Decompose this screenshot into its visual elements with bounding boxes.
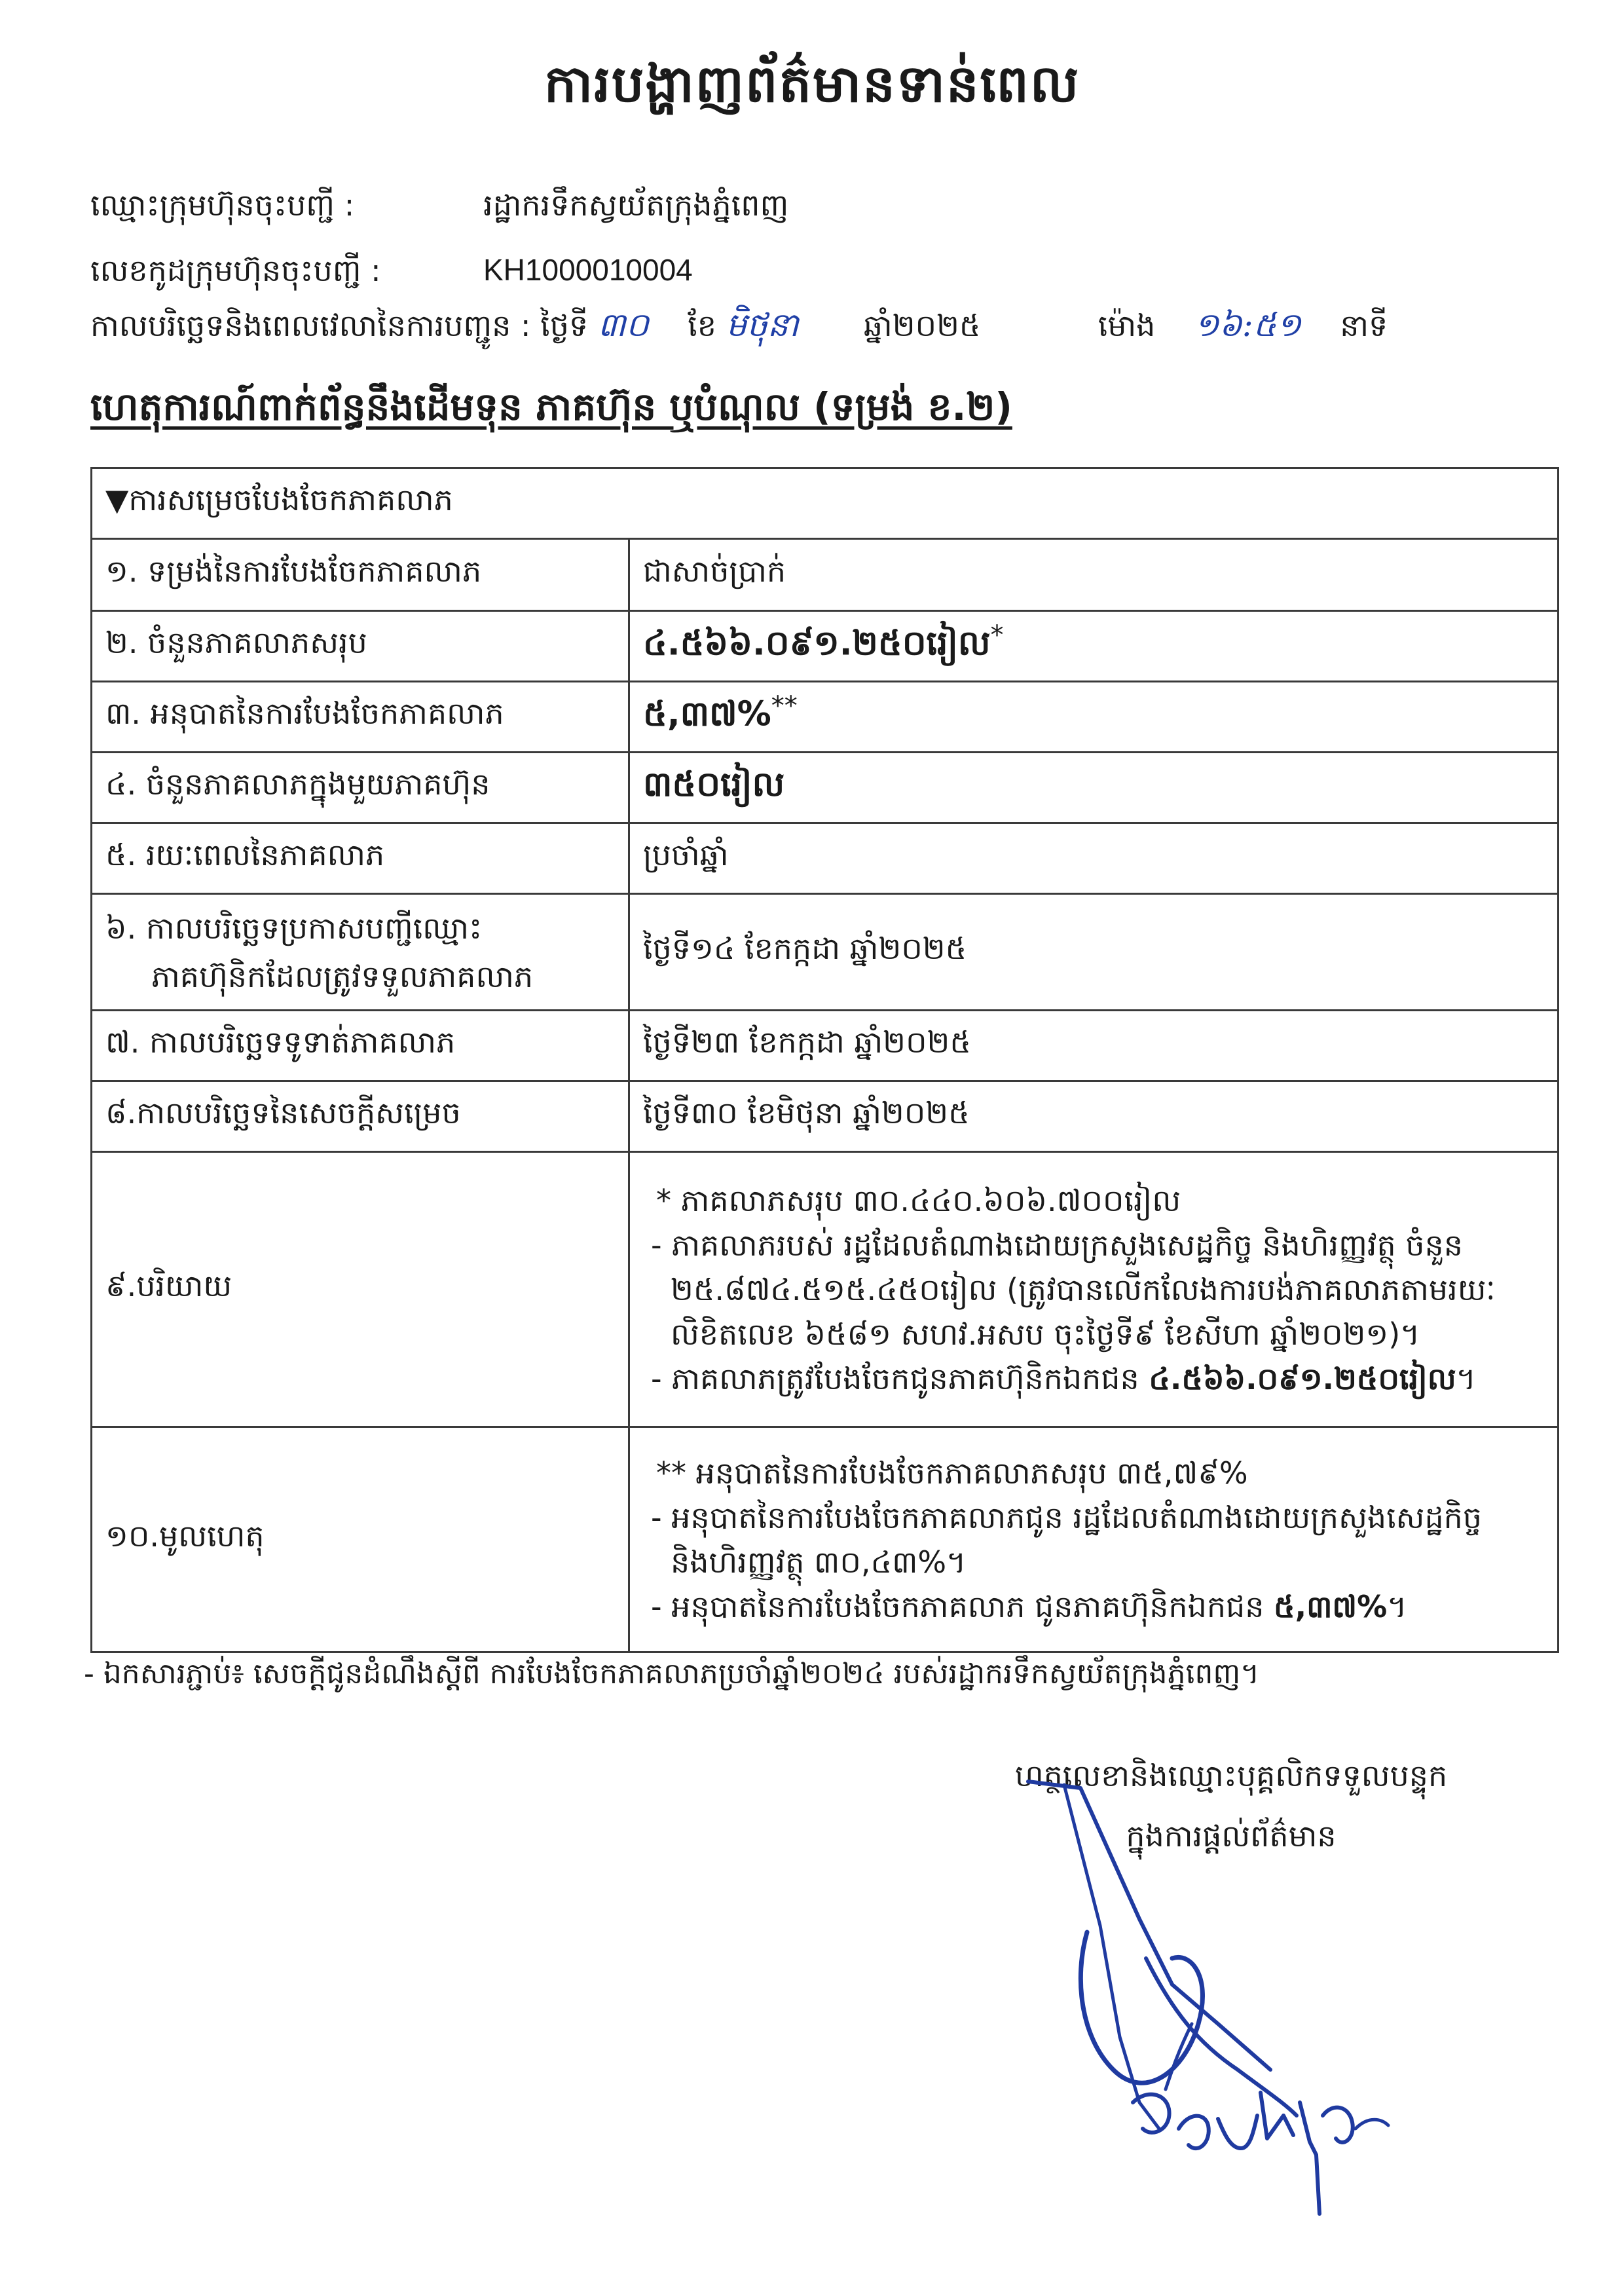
row-value: ថ្ងៃទី៣០ ខែមិថុនា ឆ្នាំ២០២៥: [629, 1081, 1559, 1152]
submission-month: មិថុនា: [726, 306, 799, 344]
row-label-line1: ៦. កាលបរិច្ឆេទប្រកាសបញ្ជីឈ្មោះ: [105, 910, 483, 946]
row-label: ៧. កាលបរិច្ឆេទទូទាត់ភាគលាភ: [92, 1011, 629, 1081]
explanation-cell: [629, 1152, 1559, 1427]
row-label: ១. ទម្រង់នៃការបែងចែកភាគលាភ: [92, 539, 629, 611]
company-code-label: លេខកូដក្រុមហ៊ុនចុះបញ្ជី :: [90, 253, 381, 288]
row-label: ៨.កាលបរិច្ឆេទនៃសេចក្តីសម្រេច: [92, 1081, 629, 1152]
row-value-cell: [629, 682, 1559, 753]
submission-row: [90, 305, 1388, 352]
company-code-value: KH1000010004: [483, 253, 693, 287]
explanation-line-text: - ភាគលាភត្រូវបែងចែកជូនភាគហ៊ុនិកឯកជន: [651, 1360, 1139, 1396]
submission-minute-label: នាទី: [1340, 308, 1388, 343]
form-subtitle: ហេតុការណ៍ពាក់ព័ន្ធនឹងដើមទុន ភាគហ៊ុន ឬបំណុល (ទម្រង់ ខ.២): [90, 384, 1012, 429]
submission-day: ៣០: [597, 306, 649, 344]
signature-text: ឈឿប: [1238, 2220, 1240, 2221]
reason-line-text: - អនុបាតនៃការបែងចែកភាគលាភ ជូនភាគហ៊ុនិកឯកជន: [651, 1588, 1264, 1624]
explanation-end: ។: [1456, 1360, 1476, 1396]
explanation-amount: ៤.៥៦៦.០៩១.២៥០រៀល: [1149, 1360, 1456, 1396]
table-row: [92, 894, 1559, 1011]
page-title: ការបង្ហាញព័ត៌មានទាន់ពេល: [544, 55, 1080, 114]
row-label: ៥. រយៈពេលនៃភាគលាភ: [92, 823, 629, 894]
row-label-line2: ភាគហ៊ុនិកដែលត្រូវទទួលភាគលាភ: [151, 958, 534, 994]
row-value: ថ្ងៃទី២៣ ខែកក្កដា ឆ្នាំ២០២៥: [629, 1011, 1559, 1081]
total-dividend-value: ៤.៥៦៦.០៩១.២៥០រៀល: [643, 624, 991, 663]
table-row: [92, 611, 1559, 682]
dividend-per-share-value: ៣៥០រៀល: [643, 764, 785, 804]
row-label-cell: [92, 894, 629, 1011]
row-value-cell: [629, 611, 1559, 682]
explanation-label: ៩.បរិយាយ: [92, 1152, 629, 1427]
table-row: [92, 1427, 1559, 1652]
reason-cell: [629, 1427, 1559, 1652]
table-row: [92, 682, 1559, 753]
dividend-table: [90, 467, 1559, 1653]
reason-line-last: [643, 1584, 1544, 1629]
explanation-line-last: [643, 1356, 1544, 1401]
section-header-row: [92, 468, 1559, 539]
submission-label: កាលបរិច្ឆេទនិងពេលវេលានៃការបញ្ជូន : ថ្ងៃទី: [90, 308, 589, 343]
attachment-note: - ឯកសារភ្ជាប់៖ សេចក្តីជូនដំណឹងស្តីពី ការបែងចែកភាគលាភប្រចាំឆ្នាំ២០២៤ របស់រដ្ឋាករទឹកស្វយ័តក្រុងភ្នំពេញ។: [84, 1657, 1260, 1690]
submission-time: ១៦:៥១: [1194, 306, 1301, 344]
company-name-row: [90, 187, 789, 231]
table-row: [92, 539, 1559, 611]
row-label: ២. ចំនួនភាគលាភសរុប: [92, 611, 629, 682]
footnote-mark: **: [771, 691, 798, 722]
submission-year: ឆ្នាំ២០២៥: [863, 308, 981, 343]
reason-line: ** អនុបាតនៃការបែងចែកភាគលាភសរុប ៣៥,៧៩%: [656, 1455, 1248, 1491]
company-code-row: [90, 252, 693, 296]
table-row: [92, 1152, 1559, 1427]
submission-month-label: ខែ: [688, 308, 716, 343]
dividend-ratio-value: ៥,៣៧%: [643, 694, 771, 734]
explanation-line: * ភាគលាភសរុប ៣០.៤៤០.៦០៦.៧០០រៀល: [656, 1182, 1181, 1218]
row-value: ជាសាច់ប្រាក់: [629, 539, 1559, 611]
row-label: ៤. ចំនួនភាគលាភក្នុងមួយភាគហ៊ុន: [92, 753, 629, 823]
signer-line1: ហត្ថលេខានិងឈ្មោះបុគ្គលិកទទួលបន្ទុក: [1014, 1758, 1448, 1793]
section-header: ▼ការសម្រេចបែងចែកភាគលាភ: [92, 468, 1559, 539]
row-label: ៣. អនុបាតនៃការបែងចែកភាគលាភ: [92, 682, 629, 753]
reason-label: ១០.មូលហេតុ: [92, 1427, 629, 1652]
table-row: [92, 753, 1559, 823]
reason-end: ។: [1387, 1588, 1407, 1624]
row-value: ប្រចាំឆ្នាំ: [629, 823, 1559, 894]
table-row: [92, 823, 1559, 894]
row-value-cell: [629, 753, 1559, 823]
submission-time-label: ម៉ោង: [1098, 308, 1156, 343]
row-value: ថ្ងៃទី១៤ ខែកក្កដា ឆ្នាំ២០២៥: [629, 894, 1559, 1011]
table-row: [92, 1081, 1559, 1152]
signature-image: [1002, 1762, 1460, 2233]
explanation-line: - ភាគលាភរបស់ រដ្ឋដែលតំណាងដោយក្រសួងសេដ្ឋកិច្ច និងហិរញ្ញវត្ថុ ចំនួន ២៥.៨៧៤.៥១៥.៤៥០រៀល (ត្រូវបានលើកលែងការបង់ភាគលាភតាមរយៈលិខិតលេខ ៦៥៨១ សហវ.អសប ចុះថ្ងៃទី៩ ខែសីហា ឆ្នាំ២០២១)។: [651, 1227, 1496, 1352]
footnote-mark: *: [990, 620, 1004, 651]
signer-line2: ក្នុងការផ្តល់ព័ត៌មាន: [1126, 1818, 1337, 1854]
reason-ratio: ៥,៣៧%: [1274, 1588, 1388, 1624]
table-row: [92, 1011, 1559, 1081]
company-name-label: ឈ្មោះក្រុមហ៊ុនចុះបញ្ជី :: [90, 187, 355, 223]
reason-line: - អនុបាតនៃការបែងចែកភាគលាភជូន រដ្ឋដែលតំណាងដោយក្រសួងសេដ្ឋកិច្ច និងហិរញ្ញវត្ថុ ៣០,៤៣%។: [651, 1499, 1483, 1580]
company-name-value: រដ្ឋាករទឹកស្វយ័តក្រុងភ្នំពេញ: [483, 187, 789, 223]
